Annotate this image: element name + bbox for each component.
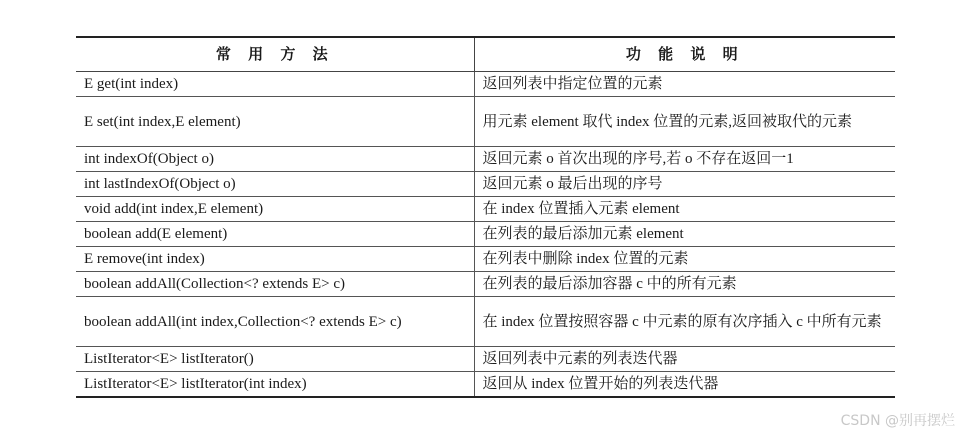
description-cell: 返回列表中指定位置的元素 — [474, 72, 895, 97]
table-row — [76, 297, 895, 347]
description-cell: 在列表的最后添加容器 c 中的所有元素 — [474, 272, 895, 297]
table-row — [76, 147, 895, 172]
table-row — [76, 172, 895, 197]
description-cell: 返回列表中元素的列表迭代器 — [474, 347, 895, 372]
method-cell: ListIterator<E> listIterator(int index) — [76, 372, 474, 398]
table-row — [76, 372, 895, 398]
table-body — [76, 72, 895, 398]
header-row — [76, 37, 895, 72]
method-cell: boolean add(E element) — [76, 222, 474, 247]
description-cell: 用元素 element 取代 index 位置的元素,返回被取代的元素 — [474, 97, 895, 147]
table-row — [76, 347, 895, 372]
header-description: 功 能 说 明 — [474, 37, 895, 72]
description-cell: 返回元素 o 最后出现的序号 — [474, 172, 895, 197]
table-header — [76, 37, 895, 72]
method-cell: E get(int index) — [76, 72, 474, 97]
method-table — [76, 36, 895, 398]
method-cell: boolean addAll(Collection<? extends E> c) — [76, 272, 474, 297]
method-cell: ListIterator<E> listIterator() — [76, 347, 474, 372]
table-row — [76, 272, 895, 297]
description-cell: 在 index 位置插入元素 element — [474, 197, 895, 222]
table-row — [76, 72, 895, 97]
description-cell: 在列表的最后添加元素 element — [474, 222, 895, 247]
description-cell: 在列表中删除 index 位置的元素 — [474, 247, 895, 272]
method-cell: boolean addAll(int index,Collection<? extends E> c) — [76, 297, 474, 347]
method-cell: E set(int index,E element) — [76, 97, 474, 147]
description-cell: 在 index 位置按照容器 c 中元素的原有次序插入 c 中所有元素 — [474, 297, 895, 347]
method-cell: E remove(int index) — [76, 247, 474, 272]
table-row — [76, 197, 895, 222]
table-row — [76, 222, 895, 247]
description-cell: 返回从 index 位置开始的列表迭代器 — [474, 372, 895, 398]
method-cell: int indexOf(Object o) — [76, 147, 474, 172]
header-method: 常 用 方 法 — [76, 37, 474, 72]
description-cell: 返回元素 o 首次出现的序号,若 o 不存在返回一1 — [474, 147, 895, 172]
method-cell: void add(int index,E element) — [76, 197, 474, 222]
method-cell: int lastIndexOf(Object o) — [76, 172, 474, 197]
table-row — [76, 97, 895, 147]
table-row — [76, 247, 895, 272]
csdn-watermark: CSDN @别再摆烂 — [840, 413, 955, 429]
